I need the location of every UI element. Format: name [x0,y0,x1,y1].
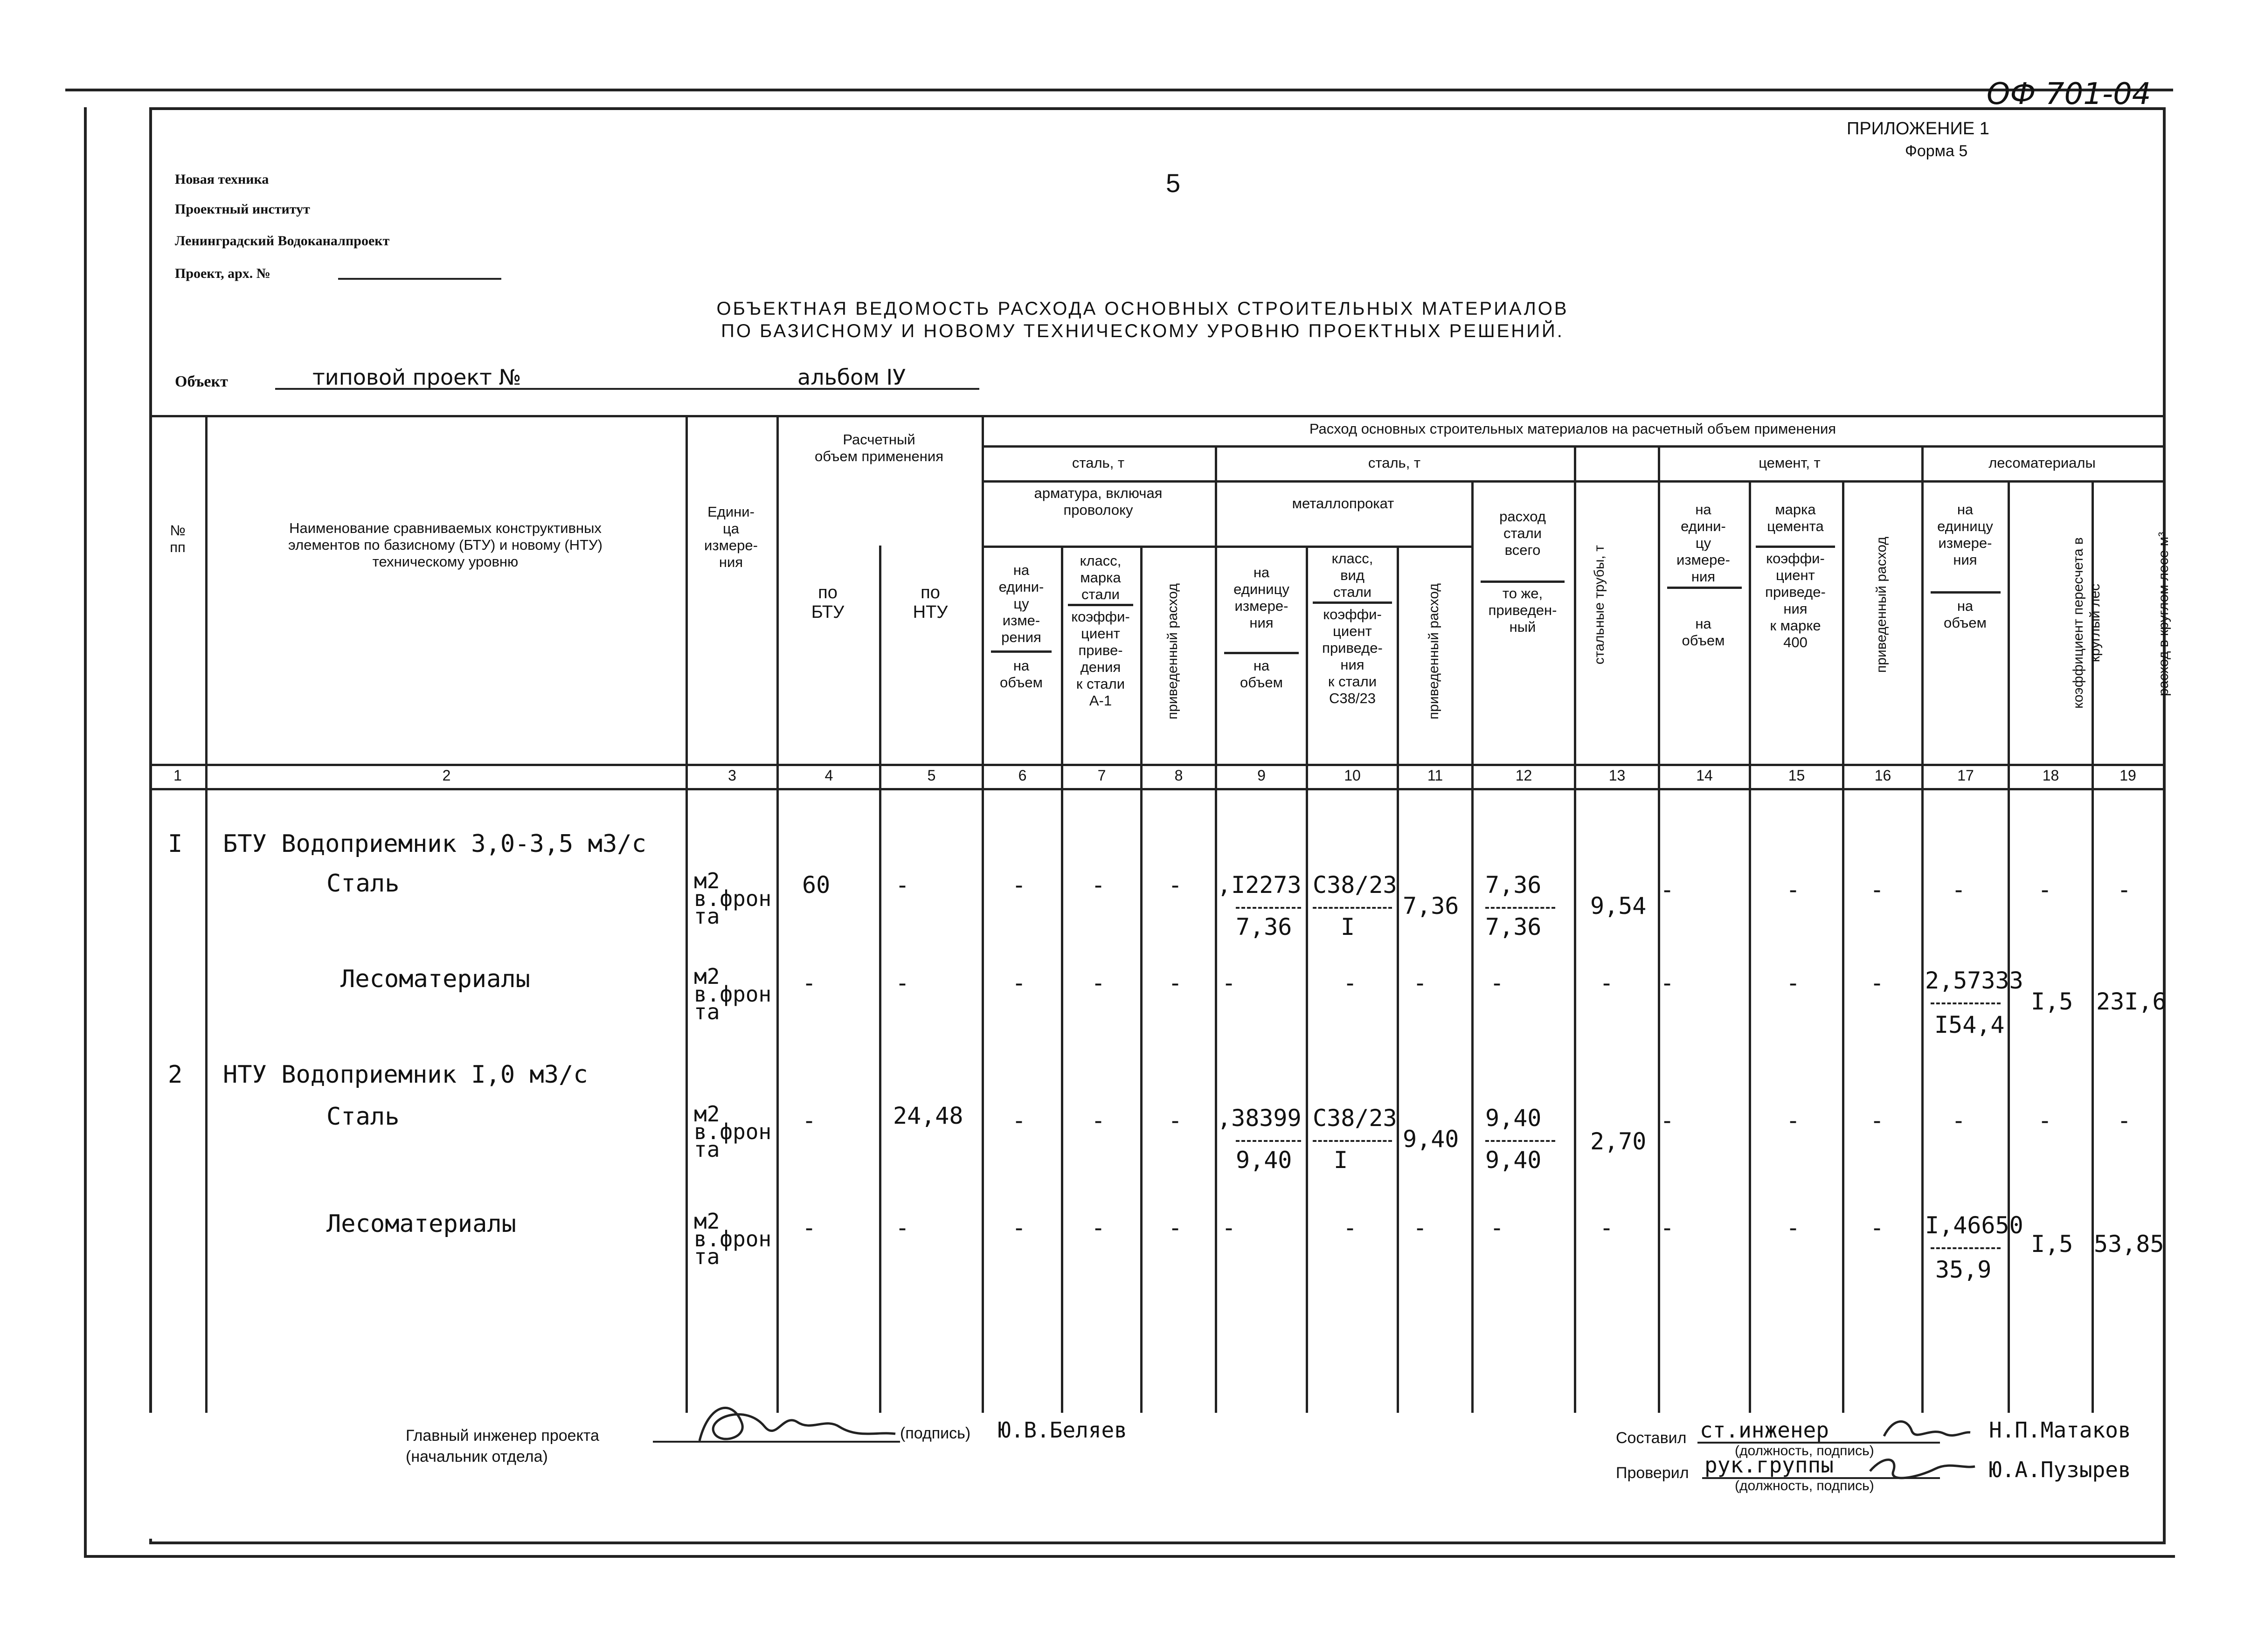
row-3-c19: 23I,6 [2096,988,2167,1015]
rebar-class-divider [1068,604,1133,606]
row-5-name: Сталь [326,1103,400,1131]
column-number-3: 3 [728,767,736,784]
header-timber-coef: коэффициент пересчета в круглый лес [2071,537,2103,709]
row-2-c10-top: С38/23 [1313,871,1397,899]
album-label: альбом IУ [797,365,906,390]
row-6-c16: - [1870,1214,1884,1241]
header-by-btu: по БТУ [811,583,845,622]
col-divider-13 [1658,445,1660,1445]
row-5-c8: - [1168,1107,1183,1134]
row-3-c10: - [1343,969,1358,996]
chief-name: Ю.В.Беляев [998,1417,1127,1443]
row-5-c9-bot: 9,40 [1236,1147,1292,1174]
column-number-2: 2 [442,767,451,784]
header-rule-groups [982,480,2163,483]
row-5-c14: - [1660,1107,1675,1134]
row-5-c9-top: ,38399 [1217,1105,1302,1132]
row-5-c7: - [1091,1107,1106,1134]
header-rebar-per-volume: на объем [1000,657,1043,691]
row-5-unit: м2 в.фрон та [694,1101,772,1162]
col-divider-3 [776,415,779,1445]
row-5-c18: - [2038,1107,2052,1134]
row-5-c10-top: С38/23 [1313,1105,1397,1132]
row-2-c12-fraction [1485,907,1555,909]
header-rolled-class: класс, вид стали [1331,550,1373,600]
header-rebar: арматура, включая проволоку [1034,485,1163,518]
row-5-c11: 9,40 [1403,1126,1459,1153]
row-2-unit: м2 в.фрон та [694,868,772,929]
header-cement: цемент, т [1759,455,1821,471]
column-number-17: 17 [1957,767,1974,784]
header-timber: лесоматериалы [1988,455,2096,471]
row-6-c6: - [1012,1214,1026,1241]
chief-engineer-label: Главный инженер проекта [406,1427,599,1445]
chief-signature-mark [690,1394,905,1455]
col-divider-4 [879,546,881,1445]
column-number-14: 14 [1696,767,1713,784]
row-5-c17: - [1952,1107,1966,1134]
column-number-11: 11 [1427,767,1443,784]
object-value: типовой проект № [312,365,521,390]
header-calc-volume: Расчетный объем применения [815,431,943,464]
row-2-c5: - [895,871,910,899]
checked-signature-mark [1865,1452,1977,1485]
row-6-c14: - [1660,1214,1675,1241]
row-2-c18: - [2038,876,2052,903]
row-6-unit: м2 в.фрон та [694,1209,772,1269]
column-number-8: 8 [1174,767,1183,784]
page-number: 5 [1166,168,1181,198]
row-3-c17-top: 2,57333 [1925,967,2023,994]
col-divider-7 [1140,546,1143,1445]
header-timber-round: расход в круглом лесе м³ [2156,532,2171,697]
appendix-label: ПРИЛОЖЕНИЕ 1 [1847,119,1989,138]
row-5-c12-bot: 9,40 [1485,1147,1542,1174]
row-4-name: НТУ Водоприемник I,0 м3/с [223,1061,588,1089]
row-3-c11: - [1413,969,1427,996]
header-cement-reduced: приведенный расход [1874,537,1889,673]
checked-name: Ю.А.Пузырев [1989,1457,2131,1482]
row-3-c6: - [1012,969,1026,996]
header-by-ntu: по НТУ [913,583,948,622]
row-2-c9-top: ,I2273 [1217,871,1302,899]
row-5-c10-bot: I [1334,1147,1348,1174]
row-2-c6: - [1012,871,1026,899]
header-cement-grade: марка цемента [1767,501,1824,534]
row-6-c7: - [1091,1214,1106,1241]
row-5-c10-fraction [1313,1140,1392,1142]
row-2-c14: - [1660,876,1675,903]
header-consumption: Расход основных строительных материалов на расчетный объем применения [1309,421,1836,437]
row-6-c4: - [802,1214,817,1241]
row-3-unit: м2 в.фрон та [694,964,772,1024]
composed-signature-mark [1879,1413,1973,1445]
row-3-c8: - [1168,969,1183,996]
header-cement-per-unit: на едини- цу измере- ния [1676,501,1730,585]
col-divider-17 [2008,480,2010,1445]
row-2-c19: - [2117,876,2132,903]
row-6-c17-top: I,46650 [1925,1212,2023,1239]
row-5-c4: - [802,1107,817,1134]
header-rule-consumption [982,445,2163,448]
checked-pos-hint: (должность, подпись) [1735,1478,1874,1493]
column-number-13: 13 [1608,767,1626,784]
col-divider-12 [1574,445,1576,1445]
column-number-19: 19 [2119,767,2136,784]
table-top-border [149,415,2163,417]
org-line-4: Проект, арх. № [175,266,270,281]
col-divider-15 [1842,480,1844,1445]
row-2-c16: - [1870,876,1884,903]
row-2-c8: - [1168,871,1183,899]
row-2-c4: 60 [802,871,831,899]
org-line-1: Новая техника [175,172,269,187]
row-3-c9: - [1222,969,1236,996]
row-5-c5: 24,48 [893,1102,963,1129]
row-5-c16: - [1870,1107,1884,1134]
composed-pos-hint: (должность, подпись) [1735,1443,1874,1458]
title-line-2: ПО БАЗИСНОМУ И НОВОМУ ТЕХНИЧЕСКОМУ УРОВНЮ ПРОЕКТНЫХ РЕШЕНИЙ. [721,321,1564,341]
steel-total-divider [1481,581,1565,583]
row-2-c9-bot: 7,36 [1236,913,1292,940]
checked-label: Проверил [1616,1464,1689,1482]
row-5-c12-fraction [1485,1140,1555,1142]
row-2-name: Сталь [326,870,400,898]
row-2-c17: - [1952,876,1966,903]
row-3-c18: I,5 [2031,988,2073,1015]
row-6-c15: - [1786,1214,1801,1241]
row-2-c13: 9,54 [1590,892,1647,919]
row-5-c12-top: 9,40 [1485,1105,1542,1132]
org-line-3: Ленинградский Водоканалпроект [175,233,390,249]
row-6-name: Лесоматериалы [326,1210,516,1238]
header-steel-2: сталь, т [1368,455,1421,471]
project-number-line [338,278,501,280]
column-number-18: 18 [2042,767,2059,784]
row-2-c12-top: 7,36 [1485,871,1542,899]
composed-label: Составил [1616,1429,1687,1447]
row-6-c13: - [1600,1214,1614,1241]
row-3-c15: - [1786,969,1801,996]
header-steel-total: расход стали всего [1499,508,1546,558]
row-3-name: Лесоматериалы [340,965,530,993]
row-5-c9-fraction [1236,1140,1301,1142]
header-bottom-rule [149,764,2163,766]
cement-grade-divider [1756,546,1835,548]
row-6-c17-fraction [1931,1247,2001,1249]
header-rolled-coef: коэффи- циент приведе- ния к стали С38/23 [1322,606,1383,706]
chief-engineer-sublabel: (начальник отдела) [406,1448,548,1465]
row-6-c8: - [1168,1214,1183,1241]
row-6-c10: - [1343,1214,1358,1241]
org-line-2: Проектный институт [175,201,310,217]
header-rule-rebar [982,546,1215,548]
row-6-c12: - [1490,1214,1504,1241]
header-steel-pipes: стальные трубы, т [1592,545,1607,664]
header-timber-per-unit: на единицу измере- ния [1937,501,1993,568]
document-stamp: ОФ 701-04 [1987,77,2151,111]
rebar-per-unit-divider [991,650,1052,653]
row-6-c17-bot: 35,9 [1935,1256,1992,1283]
checked-position: рук.группы [1704,1452,1834,1478]
column-number-1: 1 [173,767,182,784]
row-6-c11: - [1413,1214,1427,1241]
header-rolled: металлопрокат [1292,495,1394,511]
row-3-c5: - [895,969,910,996]
composed-position: ст.инженер [1700,1417,1829,1443]
row-5-c19: - [2117,1107,2132,1134]
header-steel-1: сталь, т [1072,455,1125,471]
row-5-c6: - [1012,1107,1026,1134]
row-6-c19: 53,85 [2094,1230,2164,1258]
row-2-c9-fraction [1236,907,1301,909]
column-number-6: 6 [1018,767,1027,784]
header-rule-rolled [1215,546,1471,548]
row-4-num: 2 [168,1061,183,1089]
header-cement-coef: коэффи- циент приведе- ния к марке 400 [1765,550,1826,650]
row-2-c11: 7,36 [1403,892,1459,919]
composed-name: Н.П.Матаков [1989,1417,2131,1443]
column-number-4: 4 [824,767,833,784]
rolled-class-divider [1313,601,1392,604]
header-cement-per-volume: на объем [1682,615,1725,649]
row-3-c17-bot: I54,4 [1934,1011,2005,1038]
header-steel-total-reduced: то же, приведен- ный [1488,585,1557,635]
row-2-c12-bot: 7,36 [1485,913,1542,940]
header-unit: Едини- ца измере- ния [704,504,758,570]
title-line-1: ОБЪЕКТНАЯ ВЕДОМОСТЬ РАСХОДА ОСНОВНЫХ СТРОИТЕЛЬНЫХ МАТЕРИАЛОВ [716,298,1569,319]
row-1-num: I [168,830,183,858]
header-name: Наименование сравниваемых конструктивных элементов по базисному (БТУ) и новому (НТУ) техническому уровню [288,520,603,570]
row-3-c16: - [1870,969,1884,996]
row-6-c5: - [895,1214,910,1241]
column-number-10: 10 [1344,767,1361,784]
top-rule [65,89,2173,91]
header-timber-per-volume: на объем [1944,598,1987,631]
column-number-5: 5 [927,767,936,784]
cement-per-unit-divider [1667,587,1742,589]
column-number-16: 16 [1874,767,1891,784]
column-number-15: 15 [1788,767,1805,784]
header-rebar-reduced: приведенный расход [1165,583,1180,719]
timber-per-unit-divider [1931,591,2001,594]
row-2-c10-fraction [1313,907,1392,909]
row-3-c4: - [802,969,817,996]
object-label: Объект [175,373,228,390]
header-rebar-coef: коэффи- циент приве- дения к стали А-1 [1071,608,1130,709]
row-1-name: БТУ Водоприемник 3,0-3,5 м3/с [223,830,646,858]
header-rolled-reduced: приведенный расход [1426,583,1441,719]
row-6-c9: - [1222,1214,1236,1241]
row-5-c15: - [1786,1107,1801,1134]
column-number-7: 7 [1097,767,1106,784]
row-2-c10-bot: I [1341,913,1355,940]
column-number-9: 9 [1257,767,1266,784]
col-divider-10 [1397,546,1399,1445]
col-divider-16 [1921,445,1924,1445]
form-label: Форма 5 [1905,142,1968,160]
row-3-c14: - [1660,969,1675,996]
header-rebar-per-unit: на едини- цу изме- рения [998,562,1044,645]
header-rebar-class: класс, марка стали [1080,553,1122,602]
row-3-c17-fraction [1931,1002,2001,1004]
row-3-c12: - [1490,969,1504,996]
chief-sign-hint: (подпись) [900,1424,971,1442]
row-3-c13: - [1600,969,1614,996]
column-number-rule [149,788,2163,790]
header-rolled-per-volume: на объем [1240,657,1283,691]
row-3-c7: - [1091,969,1106,996]
row-2-c7: - [1091,871,1106,899]
header-rolled-per-unit: на единицу измере- ния [1233,564,1289,631]
column-number-12: 12 [1515,767,1532,784]
rolled-per-unit-divider [1224,652,1299,654]
header-num: № пп [170,522,186,555]
row-5-c13: 2,70 [1590,1128,1647,1155]
row-2-c15: - [1786,876,1801,903]
row-6-c18: I,5 [2031,1230,2073,1258]
